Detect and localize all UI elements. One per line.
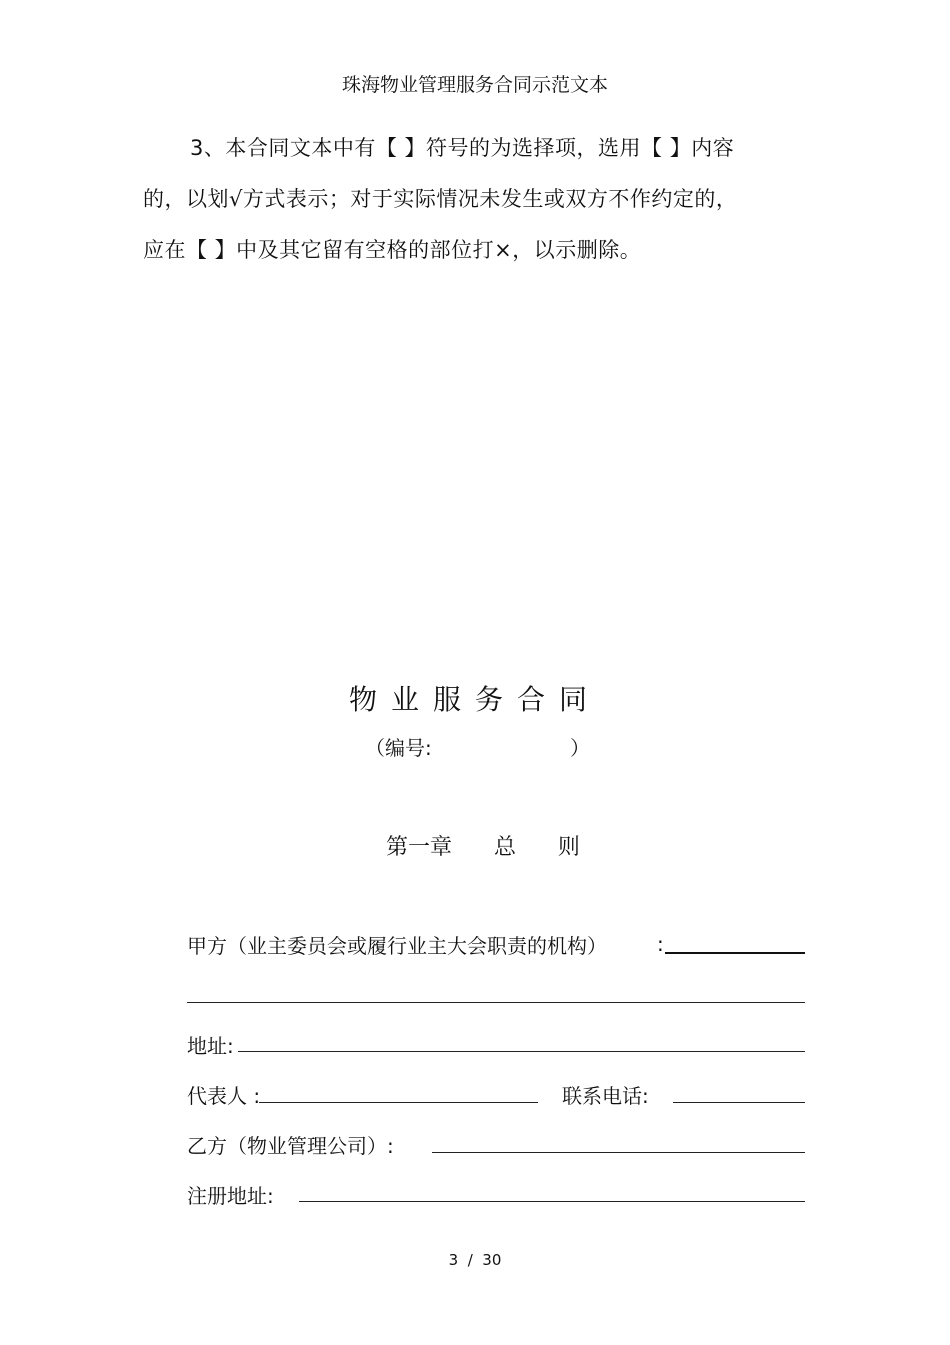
instruction-line-1: 3、本合同文本中有【 】符号的为选择项，选用【 】内容 [190, 136, 735, 160]
contract-number-label: （编号: [365, 736, 432, 760]
document-header: 珠海物业管理服务合同示范文本 [341, 74, 608, 96]
representative-fill-line[interactable] [259, 1102, 538, 1103]
contract-title: 物业服务合同 [348, 683, 601, 716]
party-b-label: 乙方（物业管理公司）: [187, 1134, 394, 1158]
party-a-continuation-line[interactable] [187, 1002, 805, 1003]
party-a-label: 甲方（业主委员会或履行业主大会职责的机构） [187, 934, 607, 958]
chapter-heading: 第一章 总 则 [386, 835, 580, 860]
instruction-line-2: 的，以划√方式表示；对于实际情况未发生或双方不作约定的， [143, 187, 738, 211]
party-a-colon: : [657, 932, 664, 956]
party-b-fill-line[interactable] [432, 1152, 805, 1153]
page-number: 3 / 30 [448, 1251, 502, 1269]
registered-address-fill-line[interactable] [299, 1201, 805, 1202]
address-label: 地址: [187, 1034, 234, 1058]
representative-label: 代表人 : [187, 1084, 261, 1108]
registered-address-label: 注册地址: [187, 1184, 274, 1208]
phone-label: 联系电话: [562, 1084, 649, 1108]
instruction-line-3: 应在【 】中及其它留有空格的部位打×，以示删除。 [143, 238, 642, 262]
phone-fill-line[interactable] [673, 1102, 805, 1103]
contract-number-close: ） [570, 736, 590, 760]
address-fill-line[interactable] [238, 1051, 805, 1052]
party-a-fill-line[interactable] [665, 952, 805, 954]
